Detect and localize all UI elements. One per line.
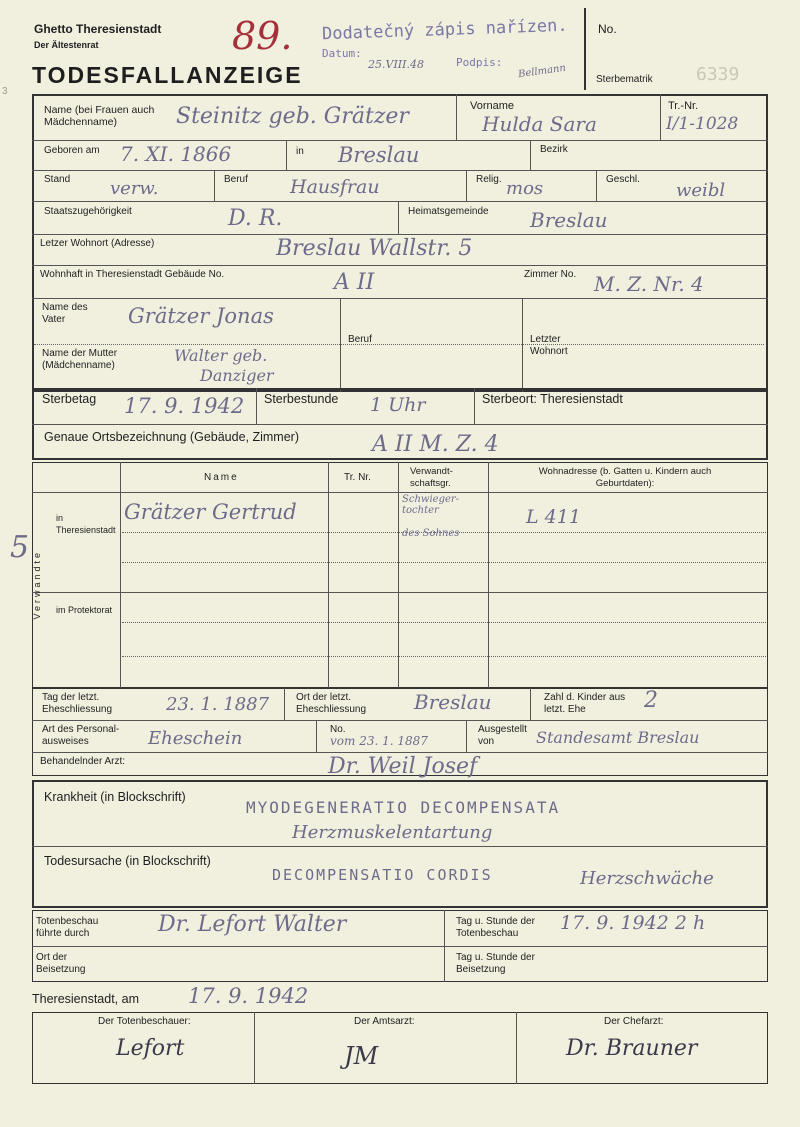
- in-there-label: in Theresienstadt: [56, 513, 116, 535]
- geboren-value: 7. XI. 1866: [120, 142, 232, 166]
- header-divider: [584, 8, 586, 90]
- relative-verw-2: des Sohnes: [402, 528, 460, 539]
- stamp-text: Dodatečný zápis nařízen.: [321, 15, 568, 45]
- mutter-value-2: Danziger: [200, 366, 274, 385]
- ursache-label: Todesursache (in Blockschrift): [44, 854, 211, 868]
- zimmer-label: Zimmer No.: [524, 269, 577, 280]
- name-label: Name (bei Frauen auch Mädchenname): [44, 104, 155, 128]
- chefarzt-signature: Dr. Brauner: [566, 1036, 698, 1061]
- beschauer-signature: Lefort: [116, 1036, 185, 1061]
- relative-adresse: L 411: [526, 506, 581, 528]
- beschau-value: Dr. Lefort Walter: [158, 912, 347, 937]
- trnr-value: I/1-1028: [666, 114, 739, 134]
- staats-label: Staatszugehörigkeit: [44, 206, 132, 217]
- amtsarzt-signature: JM: [344, 1042, 379, 1070]
- arzt-value: Dr. Weil Josef: [328, 754, 478, 779]
- org-name: Ghetto Theresienstadt: [34, 22, 162, 36]
- krankheit-value-1: MYODEGENERATIO DECOMPENSATA: [246, 798, 561, 817]
- geboren-in-value: Breslau: [338, 143, 420, 167]
- relative-verw: Schwieger-tochter: [402, 494, 460, 516]
- beschau-label: Totenbeschau führte durch: [36, 916, 99, 939]
- sterbeort-label: Sterbeort: Theresienstadt: [482, 392, 623, 406]
- vorname-label: Vorname: [470, 100, 515, 112]
- chefarzt-label: Der Chefarzt:: [604, 1016, 664, 1027]
- place-date-label: Theresienstadt, am: [32, 992, 139, 1006]
- doc-no-value: vom 23. 1. 1887: [330, 734, 428, 748]
- vater-label: Name des Vater: [42, 302, 88, 325]
- name-value: Steinitz geb. Grätzer: [176, 104, 409, 129]
- podpis-label: Podpis:: [456, 56, 503, 69]
- beruf2-label: Beruf: [348, 334, 372, 345]
- ort-beisetzung-label: Ort der Beisetzung: [36, 952, 86, 975]
- sterbestunde-label: Sterbestunde: [264, 392, 339, 406]
- relatives-table: [32, 462, 768, 688]
- geschl-label: Geschl.: [606, 174, 640, 185]
- wohnort-value: Breslau Wallstr. 5: [276, 236, 473, 261]
- ehe-ort-label: Ort der letzt. Eheschliessung: [296, 692, 367, 715]
- letzter-wohnort-label: Letzter Wohnort: [530, 334, 568, 357]
- ursache-value-1: DECOMPENSATIO CORDIS: [272, 866, 493, 884]
- adresse-header: Wohnadresse (b. Gatten u. Kindern auch Geburtdaten):: [538, 466, 712, 489]
- mutter-label: Name der Mutter (Mädchenname): [42, 348, 118, 371]
- stand-label: Stand: [44, 174, 71, 185]
- corner-number: 3: [2, 86, 8, 97]
- wohnhaft-value: A II: [334, 270, 375, 295]
- datum-label: Datum:: [322, 47, 362, 60]
- ursache-value-2: Herzschwäche: [580, 868, 714, 889]
- zimmer-value: M. Z. Nr. 4: [594, 272, 704, 296]
- no-label: No.: [598, 22, 617, 36]
- vater-value: Grätzer Jonas: [128, 304, 274, 328]
- heimat-label: Heimatsgemeinde: [408, 206, 489, 217]
- doc-no-label: No.: [330, 724, 346, 735]
- beruf-value: Hausfrau: [290, 176, 380, 198]
- staats-value: D. R.: [228, 206, 283, 231]
- relig-label: Relig.: [476, 174, 502, 185]
- name-header: Name: [204, 472, 239, 483]
- trnr-label: Tr.-Nr.: [668, 100, 699, 112]
- heimat-value: Breslau: [530, 208, 608, 232]
- totenbeschau-tag-value: 17. 9. 1942 2 h: [560, 912, 706, 934]
- genaue-ort-label: Genaue Ortsbezeichnung (Gebäude, Zimmer): [44, 430, 299, 444]
- tag-beisetzung-label: Tag u. Stunde der Beisetzung: [456, 952, 535, 975]
- bezirk-label: Bezirk: [540, 144, 568, 155]
- wohnhaft-label: Wohnhaft in Theresienstadt Gebäude No.: [40, 269, 225, 280]
- page-title: TODESFALLANZEIGE: [32, 62, 303, 88]
- vorname-value: Hulda Sara: [482, 112, 597, 136]
- sterbematrik-value: 6339: [696, 64, 740, 85]
- totenbeschau-tag-label: Tag u. Stunde der Totenbeschau: [456, 916, 535, 939]
- geschl-value: weibl: [676, 180, 726, 201]
- protektorat-label: im Protektorat: [55, 605, 113, 615]
- verwandte-side-label: Verwandte: [32, 550, 42, 620]
- beruf-label: Beruf: [224, 174, 248, 185]
- podpis-value: Bellmann: [517, 62, 567, 81]
- kinder-label: Zahl d. Kinder aus letzt. Ehe: [544, 692, 626, 715]
- sterbetag-value: 17. 9. 1942: [124, 394, 245, 418]
- genaue-ort-value: A II M. Z. 4: [372, 432, 499, 457]
- art-label: Art des Personal-ausweises: [42, 724, 120, 747]
- ehe-tag-label: Tag der letzt. Eheschliessung: [42, 692, 113, 715]
- datum-value: 25.VIII.48: [368, 58, 424, 71]
- org-council: Der Ältestenrat: [34, 40, 99, 50]
- verw-header: Verwandt-schaftsgr.: [410, 466, 453, 489]
- stand-value: verw.: [110, 178, 159, 199]
- ehe-ort-value: Breslau: [414, 690, 492, 714]
- krankheit-label: Krankheit (in Blockschrift): [44, 790, 186, 804]
- mutter-value-1: Walter geb.: [174, 346, 268, 365]
- place-date-value: 17. 9. 1942: [188, 984, 309, 1008]
- handwritten-number: 89.: [232, 14, 293, 58]
- krankheit-value-2: Herzmuskelentartung: [292, 822, 493, 843]
- geboren-in-label: in: [296, 146, 304, 157]
- relative-name: Grätzer Gertrud: [124, 500, 297, 524]
- ehe-tag-value: 23. 1. 1887: [166, 694, 270, 715]
- trnr-header: Tr. Nr.: [344, 472, 371, 483]
- arzt-label: Behandelnder Arzt:: [40, 756, 126, 767]
- relig-value: mos: [506, 178, 544, 199]
- sterbetag-label: Sterbetag: [42, 392, 97, 406]
- beschauer-label: Der Totenbeschauer:: [98, 1016, 191, 1027]
- sterbematrik-label: Sterbematrik: [596, 74, 653, 85]
- margin-number: 5: [10, 530, 30, 565]
- ausgestellt-value: Standesamt Breslau: [536, 728, 700, 747]
- geboren-label: Geboren am: [44, 145, 100, 156]
- amtsarzt-label: Der Amtsarzt:: [354, 1016, 415, 1027]
- sterbestunde-value: 1 Uhr: [370, 394, 426, 416]
- wohnort-label: Letzer Wohnort (Adresse): [40, 238, 155, 249]
- art-value: Eheschein: [148, 728, 243, 749]
- ausgestellt-label: Ausgestellt von: [478, 724, 527, 747]
- kinder-value: 2: [644, 688, 658, 713]
